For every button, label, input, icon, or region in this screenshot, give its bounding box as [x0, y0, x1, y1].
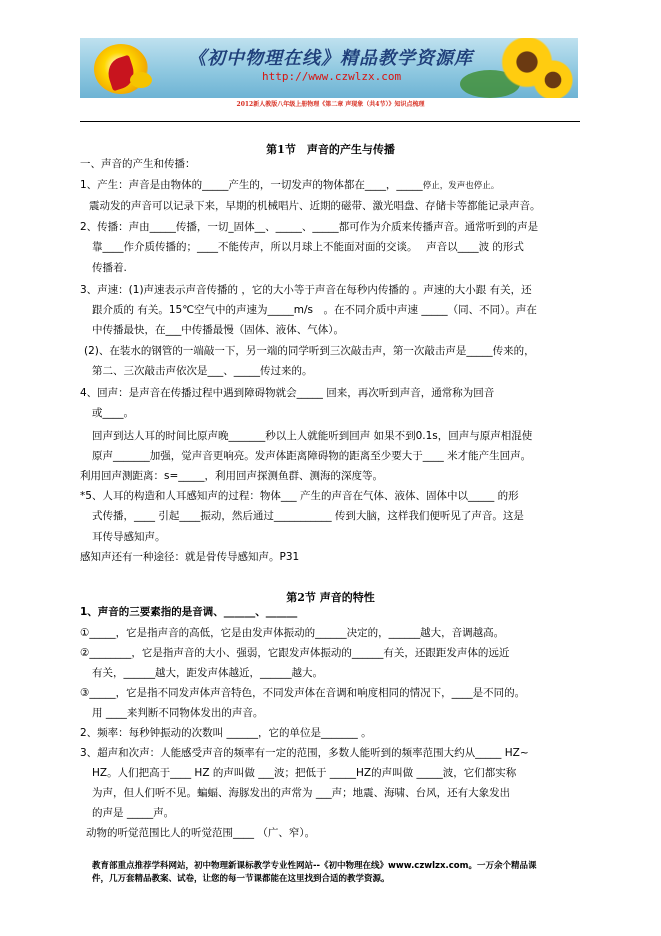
text-line: ③_____，它是指不同发声体声音特色，不同发声体在音调和响度相同的情况下，____是不同的。	[80, 687, 526, 699]
logo-accent-icon	[130, 72, 152, 88]
text-line: 用 ____来判断不同物体发出的声音。	[92, 707, 264, 719]
text-line: 第二、三次敲击声依次是___、_____传过来的。	[92, 365, 313, 377]
text-line: 3、超声和次声：人能感受声音的频率有一定的范围，多数人能听到的频率范围大约从_____ HZ~	[80, 747, 529, 759]
text-fragment: 1、产生：声音是由物体的_____产生的，一切发声的物体都在____，_____	[80, 179, 423, 191]
text-line: 1、声音的三要素指的是音调、______、______	[80, 606, 298, 618]
footer-line: 件，几万套精品教案、试卷，让您的每一节课都能在这里找到合适的教学资源。	[92, 874, 390, 884]
text-line: 感知声还有一种途径：就是骨传导感知声。P31	[80, 551, 300, 563]
title-divider	[80, 121, 580, 122]
text-line: 式传播，____ 引起____振动，然后通过___________ 传到大脑，这样我们便听见了声音。这是	[92, 510, 524, 522]
text-line: 耳传导感知声。	[92, 531, 166, 543]
text-line: 的声是 _____声。	[92, 807, 175, 819]
document-title: 2012新人教版八年级上册物理《第二章 声现象（共4节）》知识点梳理	[236, 101, 425, 108]
text-line: ②________，它是指声音的大小、强弱，它跟发声体振动的______有关，还跟距发声体的远近	[80, 647, 510, 659]
text-line: 传播着.	[92, 262, 127, 274]
footer-line: 教育部重点推荐学科网站，初中物理新课标教学专业性网站--《初中物理在线》www.czwlzx.com。一万余个精品课	[92, 861, 537, 871]
text-line: *5、人耳的构造和人耳感知声的过程：物体___ 产生的声音在气体、液体、固体中以_____ 的形	[80, 490, 519, 502]
text-line: HZ。人们把高于____ HZ 的声叫做 ___波；把低于 _____HZ的声叫做 _____波，它们都实称	[92, 767, 517, 779]
site-banner	[80, 38, 578, 98]
text-line: (2)、在装水的钢管的一端敲一下，另一端的同学听到三次敲击声，第一次敲击声是_____传来的，	[84, 345, 535, 357]
text-line: ①_____，它是指声音的高低，它是由发声体振动的______决定的，______越大，音调越高。	[80, 627, 505, 639]
text-line	[80, 178, 499, 193]
section-1-title: 第1节 声音的产生与传播	[266, 143, 395, 156]
text-line: 原声_______加强，觉声音更响亮。发声体距离障碍物的距离至少要大于____ 米才能产生回声。	[92, 450, 532, 462]
text-line: 利用回声测距离：s=_____，利用回声探测鱼群、测海的深度等。	[80, 470, 384, 482]
text-line: 靠____作介质传播的；____不能传声，所以月球上不能面对面的交谈。 声音以____波 的形式	[92, 241, 524, 253]
text-line: 3、声速：(1)声速表示声音传播的 ，它的大小等于声音在每秒内传播的 。声速的大小跟 有关，还	[80, 284, 532, 296]
text-line: 震动发的声音可以记录下来，早期的机械唱片、近期的磁带、激光唱盘、存储卡等都能记录声音。	[89, 200, 541, 212]
section-2-title: 第2节 声音的特性	[286, 591, 375, 604]
text-line: 2、频率：每秒钟振动的次数叫 ______，它的单位是_______ 。	[80, 727, 372, 739]
banner-title: 《初中物理在线》精品教学资源库	[188, 48, 473, 69]
text-line: 回声到达人耳的时间比原声晚_______秒以上人就能听到回声 如果不到0.1s，回声与原声相混使	[92, 430, 533, 442]
text-line: 有关，______越大，距发声体越近，______越大。	[92, 667, 323, 679]
text-line: 跟介质的 有关。15℃空气中的声速为_____m/s 。在不同介质中声速 _____（同、不同）。声在	[92, 304, 537, 316]
banner-url: http://www.czwlzx.com	[262, 70, 402, 83]
text-line: 一、声音的产生和传播：	[80, 158, 196, 170]
text-fragment-small: 停止，发声也停止。	[422, 181, 500, 191]
text-line: 2、传播：声由_____传播，一切_固体__、_____、_____都可作为介质来传播声音。通常听到的声是	[80, 221, 539, 233]
text-line: 为声，但人们听不见。蝙蝠、海豚发出的声常为 ___声；地震、海啸、台风，还有大象发出	[92, 787, 511, 799]
text-line: 或____。	[92, 407, 134, 419]
text-line: 动物的听觉范围比人的听觉范围____ （广、窄）。	[86, 827, 316, 839]
text-line: 中传播最快，在___中传播最慢（固体、液体、气体）。	[92, 324, 344, 336]
sunflower-graphic	[526, 56, 578, 98]
text-line: 4、回声：是声音在传播过程中遇到障碍物就会_____ 回来，再次听到声音，通常称为回音	[80, 387, 495, 399]
